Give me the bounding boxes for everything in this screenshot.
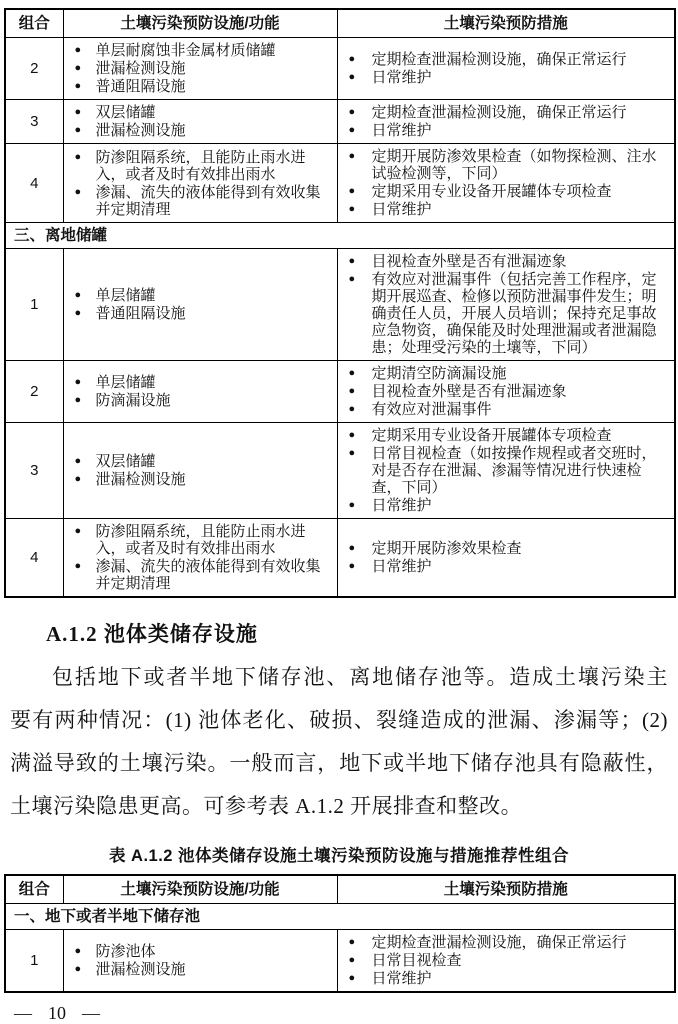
facility-text: 普通阻隔设施 <box>95 305 186 322</box>
facility-text: 泄漏检测设施 <box>95 961 186 978</box>
list-item <box>340 497 673 514</box>
measure-text: 日常维护 <box>371 558 432 575</box>
bullet-icon: ● <box>74 62 82 74</box>
list-item <box>66 78 335 95</box>
paragraph-line: 要有两种情况：(1) 池体老化、破损、裂缝造成的泄漏、渗漏等；(2) <box>10 708 668 732</box>
bullet-icon: ● <box>348 53 356 65</box>
measure-text: 日常维护 <box>371 497 432 514</box>
bullet-icon: ● <box>348 972 356 984</box>
bullet-icon: ● <box>348 936 356 948</box>
list-item <box>66 392 335 409</box>
combo-number: 4 <box>5 519 63 598</box>
combo-number: 4 <box>5 144 63 223</box>
measures-cell <box>337 423 675 519</box>
header-measures: 土壤污染预防措施 <box>337 9 675 38</box>
header-combo: 组合 <box>5 9 63 38</box>
list-item <box>340 104 673 121</box>
measure-text: 目视检查外壁是否有泄漏迹象 <box>371 383 567 400</box>
section-label: 三、离地储罐 <box>5 223 675 249</box>
list-item <box>340 201 673 218</box>
list-item <box>66 60 335 77</box>
list-item <box>66 184 335 218</box>
section-label: 一、地下或者半地下储存池 <box>5 904 675 930</box>
bullet-icon: ● <box>348 560 356 572</box>
facility-text: 防渗池体 <box>95 943 156 960</box>
list-item <box>340 540 673 557</box>
measures-cell <box>337 144 675 223</box>
list-item <box>340 51 673 68</box>
bullet-icon: ● <box>348 71 356 83</box>
list-item <box>66 943 335 960</box>
table-row-combo-3 <box>5 100 675 144</box>
measures-cell <box>337 249 675 361</box>
measure-text: 日常维护 <box>371 122 432 139</box>
bullet-icon: ● <box>348 203 356 215</box>
combo-number: 1 <box>5 249 63 361</box>
list-item <box>340 970 673 987</box>
table-row-combo-2 <box>5 38 675 100</box>
bullet-icon: ● <box>74 945 82 957</box>
list-item <box>340 952 673 969</box>
section-heading-a-1-2: A.1.2 池体类储存设施 <box>46 622 258 646</box>
bullet-icon: ● <box>74 473 82 485</box>
list-item <box>66 523 335 557</box>
list-item <box>340 69 673 86</box>
bullet-icon: ● <box>74 150 82 163</box>
measure-text: 日常维护 <box>371 970 432 987</box>
bullet-icon: ● <box>74 525 82 537</box>
list-item <box>66 104 335 121</box>
list-item <box>66 149 335 183</box>
table-row-combo-4 <box>5 519 675 598</box>
measure-text: 定期开展防渗效果检查（如物探检测、注水试验检测等，下同） <box>371 148 657 182</box>
facility-text: 双层储罐 <box>95 104 156 121</box>
table-caption-a-1-2: 表 A.1.2 池体类储存设施土壤污染预防设施与措施推荐性组合 <box>108 847 570 865</box>
list-item <box>340 934 673 951</box>
facility-text: 双层储罐 <box>95 453 156 470</box>
facilities-cell <box>63 38 337 100</box>
list-item <box>66 453 335 470</box>
footer-left-dash: — <box>14 1003 32 1023</box>
facility-text: 防滴漏设施 <box>95 392 171 409</box>
bullet-icon: ● <box>348 499 356 511</box>
bullet-icon: ● <box>74 185 82 198</box>
bullet-icon: ● <box>348 367 356 379</box>
facilities-cell <box>63 423 337 519</box>
measure-text: 日常维护 <box>371 69 432 86</box>
header-combo: 组合 <box>5 875 63 904</box>
bullet-icon: ● <box>348 447 356 459</box>
measures-cell <box>337 38 675 100</box>
list-item <box>340 445 673 496</box>
table-row-combo-3 <box>5 423 675 519</box>
list-item <box>66 374 335 391</box>
footer-right-dash: — <box>82 1003 100 1023</box>
facility-text: 单层耐腐蚀非金属材质储罐 <box>95 42 276 59</box>
list-item <box>66 471 335 488</box>
bullet-icon: ● <box>74 455 82 467</box>
list-item <box>340 148 673 182</box>
table-row-combo-1 <box>5 249 675 361</box>
facility-text: 单层储罐 <box>95 287 156 304</box>
facility-text: 泄漏检测设施 <box>95 60 186 77</box>
bullet-icon: ● <box>348 124 356 136</box>
table-tank-prevention-combos <box>4 8 676 598</box>
bullet-icon: ● <box>74 376 82 388</box>
facilities-cell <box>63 249 337 361</box>
list-item <box>66 558 335 592</box>
list-item <box>66 42 335 59</box>
section-row-underground-pools <box>5 904 675 930</box>
facility-text: 防渗阻隔系统，且能防止雨水进入，或者及时有效排出雨水 <box>95 523 306 557</box>
measure-text: 定期清空防滴漏设施 <box>371 365 507 382</box>
list-item <box>340 383 673 400</box>
header-measures: 土壤污染预防措施 <box>337 875 675 904</box>
list-item <box>340 427 673 444</box>
measure-text: 定期开展防渗效果检查 <box>371 540 522 557</box>
bullet-icon: ● <box>348 255 356 267</box>
bullet-icon: ● <box>74 560 82 572</box>
page-number-footer <box>14 1003 674 1024</box>
list-item <box>66 122 335 139</box>
measure-text: 日常目视检查 <box>371 952 462 969</box>
facility-text: 渗漏、流失的液体能得到有效收集并定期清理 <box>95 558 321 592</box>
table-header-row <box>5 9 675 38</box>
facility-text: 泄漏检测设施 <box>95 122 186 139</box>
facilities-cell <box>63 144 337 223</box>
list-item <box>340 253 673 270</box>
combo-number: 1 <box>5 930 63 993</box>
footer-page-number: 10 <box>48 1003 66 1023</box>
measures-cell <box>337 100 675 144</box>
header-facilities: 土壤污染预防设施/功能 <box>63 875 337 904</box>
facility-text: 单层储罐 <box>95 374 156 391</box>
measure-text: 定期检查泄漏检测设施，确保正常运行 <box>371 934 627 951</box>
bullet-icon: ● <box>74 106 82 118</box>
facility-text: 泄漏检测设施 <box>95 471 186 488</box>
measure-text: 日常目视检查（如按操作规程或者交班时，对是否存在泄漏、渗漏等情况进行快速检查，下同） <box>371 445 657 496</box>
measure-text: 日常维护 <box>371 201 432 218</box>
bullet-icon: ● <box>348 385 356 397</box>
bullet-icon: ● <box>74 963 82 975</box>
table-row-combo-1 <box>5 930 675 993</box>
list-item <box>66 287 335 304</box>
bullet-icon: ● <box>348 273 356 285</box>
measure-text: 定期采用专业设备开展罐体专项检查 <box>371 427 612 444</box>
facility-text: 防渗阻隔系统，且能防止雨水进入，或者及时有效排出雨水 <box>95 148 306 183</box>
list-item <box>340 122 673 139</box>
measure-text: 定期采用专业设备开展罐体专项检查 <box>371 183 612 200</box>
bullet-icon: ● <box>74 80 82 92</box>
table-header-row <box>5 875 675 904</box>
table-row-combo-2 <box>5 361 675 423</box>
header-facilities: 土壤污染预防设施/功能 <box>63 9 337 38</box>
bullet-icon: ● <box>348 106 356 118</box>
facilities-cell <box>63 361 337 423</box>
measure-text: 定期检查泄漏检测设施，确保正常运行 <box>371 104 627 121</box>
bullet-icon: ● <box>348 403 356 415</box>
list-item <box>340 365 673 382</box>
paragraph-line: 满溢导致的土壤污染。一般而言，地下或半地下储存池具有隐蔽性， <box>10 751 668 775</box>
measures-cell <box>337 930 675 993</box>
measure-text: 有效应对泄漏事件 <box>371 401 492 418</box>
bullet-icon: ● <box>74 307 82 319</box>
bullet-icon: ● <box>74 44 82 56</box>
list-item <box>66 961 335 978</box>
bullet-icon: ● <box>348 185 356 197</box>
table-pool-prevention-combos <box>4 874 676 993</box>
paragraph-line: 土壤污染隐患更高。可参考表 A.1.2 开展排查和整改。 <box>10 794 523 818</box>
combo-number: 3 <box>5 423 63 519</box>
bullet-icon: ● <box>74 124 82 136</box>
facilities-cell <box>63 519 337 598</box>
facility-text: 普通阻隔设施 <box>95 78 186 95</box>
paragraph-line: 包括地下或者半地下储存池、离地储存池等。造成土壤污染主 <box>52 665 668 689</box>
facilities-cell <box>63 100 337 144</box>
section-row-above-ground-tanks <box>5 223 675 249</box>
measure-text: 有效应对泄漏事件（包括完善工作程序，定期开展巡查、检修以预防泄漏事件发生；明确责任人员，开展人员培训；保持充足事故应急物资，确保能及时处理泄漏或者泄漏隐患；处理受污染的土壤等，下同） <box>371 271 657 356</box>
combo-number: 2 <box>5 361 63 423</box>
measures-cell <box>337 361 675 423</box>
list-item <box>66 305 335 322</box>
bullet-icon: ● <box>348 954 356 966</box>
list-item <box>340 271 673 356</box>
list-item <box>340 183 673 200</box>
bullet-icon: ● <box>74 289 82 301</box>
table-row-combo-4 <box>5 144 675 223</box>
bullet-icon: ● <box>348 429 356 441</box>
list-item <box>340 401 673 418</box>
bullet-icon: ● <box>348 150 356 162</box>
measure-text: 定期检查泄漏检测设施，确保正常运行 <box>371 51 627 68</box>
facility-text: 渗漏、流失的液体能得到有效收集并定期清理 <box>95 183 321 218</box>
measures-cell <box>337 519 675 598</box>
combo-number: 3 <box>5 100 63 144</box>
list-item <box>340 558 673 575</box>
measure-text: 目视检查外壁是否有泄漏迹象 <box>371 253 567 270</box>
bullet-icon: ● <box>348 542 356 554</box>
bullet-icon: ● <box>74 394 82 406</box>
combo-number: 2 <box>5 38 63 100</box>
facilities-cell <box>63 930 337 993</box>
body-paragraph <box>10 656 668 828</box>
